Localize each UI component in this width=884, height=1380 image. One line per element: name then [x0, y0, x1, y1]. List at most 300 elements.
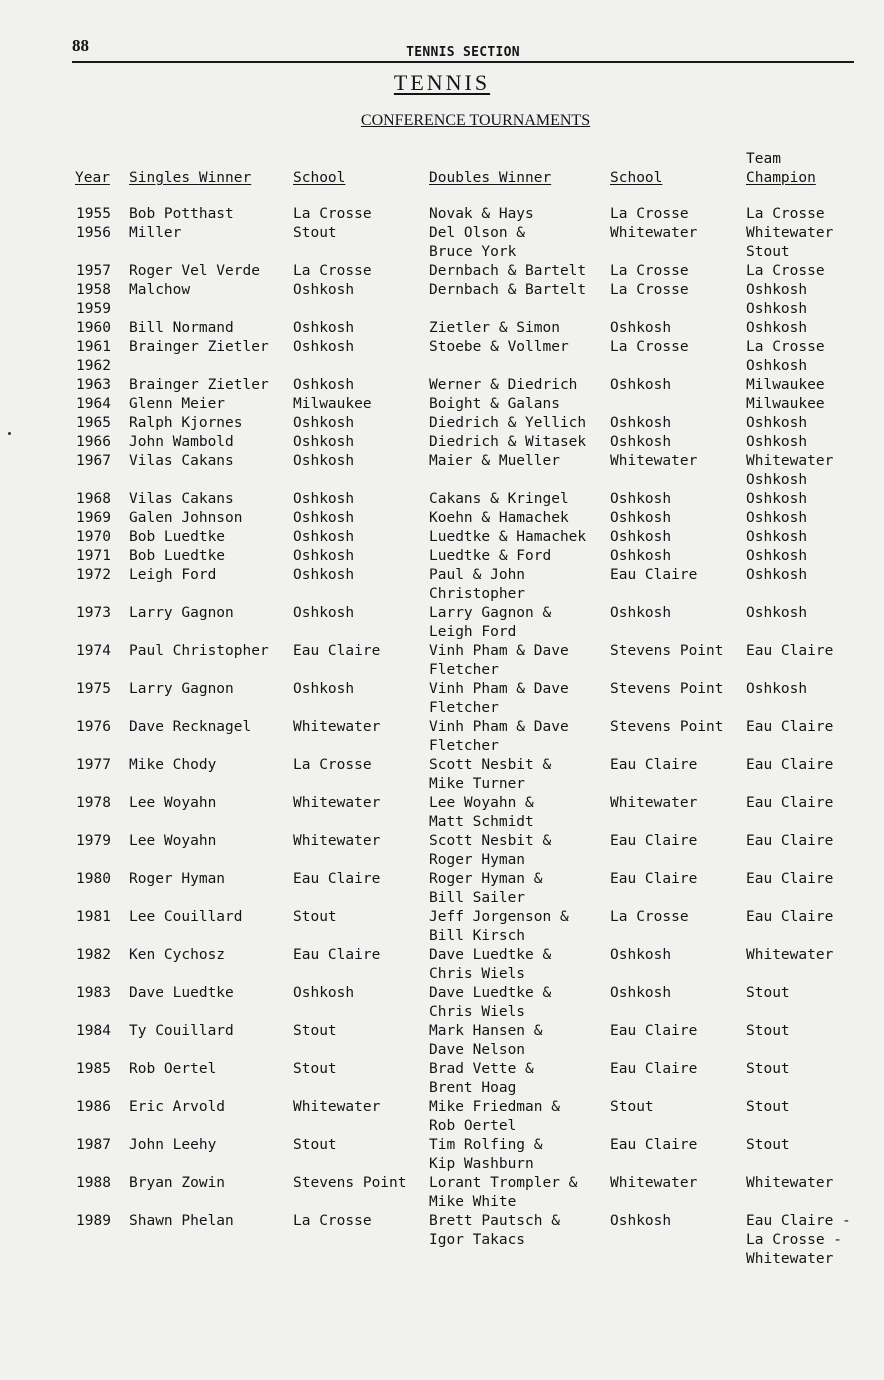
doubles-school-cell: Eau Claire [610, 1137, 698, 1153]
table-row [0, 1060, 884, 1098]
doubles-winner-cell [429, 756, 551, 794]
doubles-school-cell: Stevens Point [610, 681, 724, 697]
singles-school-cell: Stout [293, 1023, 337, 1039]
singles-winner-cell: Bob Luedtke [129, 529, 226, 545]
doubles-winner-cell [429, 566, 525, 604]
singles-winner-cell: Eric Arvold [129, 1099, 226, 1115]
doubles-winner-cell-line: Roger Hyman [429, 852, 526, 868]
doubles-winner-cell [429, 642, 569, 680]
team-champion-cell [746, 528, 807, 547]
singles-school-cell: Stout [293, 225, 337, 241]
singles-winner-cell: Dave Recknagel [129, 719, 252, 735]
doubles-winner-cell [429, 509, 569, 528]
table-row [0, 718, 884, 756]
team-champion-cell [746, 984, 790, 1003]
doubles-winner-cell-line: Luedtke & Ford [429, 548, 552, 564]
team-champion-cell [746, 224, 833, 262]
col-year: Year [75, 170, 110, 186]
doubles-winner-cell-line: Diedrich & Witasek [429, 434, 587, 450]
team-champion-cell-line: Stout [746, 1023, 790, 1039]
col-school: School [293, 170, 346, 186]
doubles-winner-cell [429, 490, 569, 509]
doubles-winner-cell [429, 338, 569, 357]
doubles-winner-cell-line: Bruce York [429, 244, 517, 260]
col-champion-line2: Champion [746, 170, 816, 186]
singles-school-cell: Oshkosh [293, 567, 355, 583]
doubles-winner-cell-line: Vinh Pham & Dave [429, 681, 569, 697]
year-cell: 1960 [76, 320, 111, 336]
singles-winner-cell: Paul Christopher [129, 643, 269, 659]
doubles-school-cell: Oshkosh [610, 491, 672, 507]
team-champion-cell-line: Stout [746, 1137, 790, 1153]
team-champion-cell [746, 1212, 851, 1269]
doubles-winner-cell [429, 1022, 543, 1060]
team-champion-cell [746, 908, 833, 927]
year-cell: 1966 [76, 434, 111, 450]
doubles-school-cell: Oshkosh [610, 605, 672, 621]
doubles-winner-cell-line: Stoebe & Vollmer [429, 339, 569, 355]
table-row [0, 300, 884, 319]
singles-school-cell: Oshkosh [293, 605, 355, 621]
doubles-winner-cell-line: Fletcher [429, 738, 499, 754]
singles-winner-cell: Bob Potthast [129, 206, 234, 222]
doubles-winner-cell-line: Vinh Pham & Dave [429, 719, 569, 735]
table-row [0, 395, 884, 414]
doubles-winner-cell [429, 319, 560, 338]
team-champion-cell-line: Whitewater [746, 1251, 834, 1267]
table-row [0, 414, 884, 433]
doubles-school-cell: Whitewater [610, 453, 698, 469]
singles-school-cell: Oshkosh [293, 510, 355, 526]
doubles-school-cell: Whitewater [610, 795, 698, 811]
singles-winner-cell: Larry Gagnon [129, 681, 234, 697]
doubles-school-cell: La Crosse [610, 282, 689, 298]
doubles-winner-cell [429, 870, 543, 908]
team-champion-cell-line: Stout [746, 1099, 790, 1115]
team-champion-cell [746, 642, 833, 661]
team-champion-cell [746, 338, 825, 357]
doubles-winner-cell-line: Zietler & Simon [429, 320, 560, 336]
team-champion-cell [746, 262, 825, 281]
table-row [0, 1022, 884, 1060]
singles-school-cell: Oshkosh [293, 282, 355, 298]
team-champion-cell [746, 794, 833, 813]
year-cell: 1985 [76, 1061, 111, 1077]
singles-school-cell: Oshkosh [293, 453, 355, 469]
doubles-school-cell: Oshkosh [610, 529, 672, 545]
doubles-school-cell: Stevens Point [610, 643, 724, 659]
col-singles: Singles Winner [129, 170, 252, 186]
table-row [0, 794, 884, 832]
doubles-winner-cell-line: Scott Nesbit & [429, 833, 552, 849]
doubles-winner-cell-line: Novak & Hays [429, 206, 534, 222]
doubles-winner-cell [429, 1060, 534, 1098]
singles-school-cell: Oshkosh [293, 985, 355, 1001]
singles-winner-cell: Ken Cychosz [129, 947, 226, 963]
doubles-winner-cell-line: Brent Hoag [429, 1080, 517, 1096]
singles-winner-cell: Malchow [129, 282, 191, 298]
team-champion-cell-line: Whitewater [746, 947, 834, 963]
doubles-winner-cell-line: Lee Woyahn & [429, 795, 534, 811]
doubles-winner-cell [429, 1174, 577, 1212]
doubles-winner-cell-line: Diedrich & Yellich [429, 415, 587, 431]
table-header [0, 150, 884, 190]
year-cell: 1963 [76, 377, 111, 393]
team-champion-cell-line: Stout [746, 244, 790, 260]
doubles-winner-cell [429, 376, 577, 395]
table-row [0, 319, 884, 338]
doubles-winner-cell-line: Matt Schmidt [429, 814, 534, 830]
doubles-winner-cell-line: Vinh Pham & Dave [429, 643, 569, 659]
team-champion-cell-line: Oshkosh [746, 548, 808, 564]
table-row [0, 1136, 884, 1174]
doubles-winner-cell-line: Luedtke & Hamachek [429, 529, 587, 545]
doubles-school-cell: Stevens Point [610, 719, 724, 735]
team-champion-cell-line: Whitewater [746, 1175, 834, 1191]
team-champion-cell [746, 604, 807, 623]
table-row [0, 680, 884, 718]
doubles-winner-cell [429, 794, 534, 832]
team-champion-cell [746, 281, 807, 300]
team-champion-cell-line: Stout [746, 985, 790, 1001]
doubles-school-cell: Oshkosh [610, 320, 672, 336]
doubles-winner-cell-line: Jeff Jorgenson & [429, 909, 569, 925]
doubles-school-cell: La Crosse [610, 909, 689, 925]
col-doubles-school: School [610, 170, 663, 186]
doubles-winner-cell [429, 205, 534, 224]
team-champion-cell-line: Milwaukee [746, 396, 825, 412]
table-row [0, 946, 884, 984]
team-champion-cell-line: Oshkosh [746, 605, 808, 621]
doubles-winner-cell [429, 946, 551, 984]
singles-winner-cell: Vilas Cakans [129, 491, 234, 507]
doubles-school-cell: Oshkosh [610, 985, 672, 1001]
team-champion-cell-line: Eau Claire [746, 909, 834, 925]
team-champion-cell [746, 414, 807, 433]
team-champion-cell-line: La Crosse [746, 263, 825, 279]
doubles-winner-cell-line: Larry Gagnon & [429, 605, 552, 621]
singles-school-cell: Oshkosh [293, 548, 355, 564]
doubles-winner-cell-line: Chris Wiels [429, 1004, 526, 1020]
year-cell: 1962 [76, 358, 111, 374]
page-subtitle [0, 112, 884, 130]
doubles-winner-cell-line: Dave Luedtke & [429, 947, 552, 963]
team-champion-cell [746, 1098, 790, 1117]
team-champion-cell-line: Whitewater [746, 453, 834, 469]
year-cell: 1974 [76, 643, 111, 659]
team-champion-cell-line: Eau Claire [746, 643, 834, 659]
doubles-school-cell: Eau Claire [610, 757, 698, 773]
section-title: TENNIS SECTION [406, 45, 520, 60]
page-title-text: TENNIS [393, 70, 491, 95]
doubles-winner-cell [429, 680, 569, 718]
team-champion-cell-line: Oshkosh [746, 491, 808, 507]
singles-winner-cell: Ralph Kjornes [129, 415, 243, 431]
year-cell: 1984 [76, 1023, 111, 1039]
team-champion-cell-line: Eau Claire [746, 871, 834, 887]
year-cell: 1973 [76, 605, 111, 621]
year-cell: 1959 [76, 301, 111, 317]
doubles-winner-cell-line: Roger Hyman & [429, 871, 543, 887]
singles-school-cell: Whitewater [293, 1099, 381, 1115]
team-champion-cell-line: Eau Claire [746, 757, 834, 773]
doubles-winner-cell [429, 1136, 543, 1174]
doubles-winner-cell-line: Brad Vette & [429, 1061, 534, 1077]
doubles-school-cell: Whitewater [610, 225, 698, 241]
singles-school-cell: Oshkosh [293, 491, 355, 507]
singles-winner-cell: Leigh Ford [129, 567, 217, 583]
singles-school-cell: Oshkosh [293, 320, 355, 336]
singles-school-cell: Eau Claire [293, 643, 381, 659]
doubles-school-cell: Eau Claire [610, 1061, 698, 1077]
year-cell: 1957 [76, 263, 111, 279]
doubles-winner-cell [429, 547, 551, 566]
doubles-school-cell: Stout [610, 1099, 654, 1115]
doubles-winner-cell-line: Fletcher [429, 700, 499, 716]
doubles-winner-cell-line: Chris Wiels [429, 966, 526, 982]
table-row [0, 452, 884, 490]
year-cell: 1964 [76, 396, 111, 412]
doubles-winner-cell-line: Brett Pautsch & [429, 1213, 560, 1229]
table-row [0, 281, 884, 300]
year-cell: 1988 [76, 1175, 111, 1191]
doubles-school-cell: Oshkosh [610, 377, 672, 393]
year-cell: 1971 [76, 548, 111, 564]
singles-winner-cell: Roger Hyman [129, 871, 226, 887]
doubles-winner-cell [429, 433, 586, 452]
page-header [72, 36, 854, 63]
col-champion-line1: Team [746, 151, 781, 167]
team-champion-cell-line: Eau Claire [746, 719, 834, 735]
singles-winner-cell: Galen Johnson [129, 510, 243, 526]
team-champion-cell-line: La Crosse - [746, 1232, 843, 1248]
year-cell: 1989 [76, 1213, 111, 1229]
table-row [0, 1174, 884, 1212]
doubles-winner-cell [429, 414, 586, 433]
singles-winner-cell: Rob Oertel [129, 1061, 217, 1077]
team-champion-cell [746, 509, 807, 528]
table-row [0, 433, 884, 452]
doubles-school-cell: Oshkosh [610, 434, 672, 450]
team-champion-cell-line: Stout [746, 1061, 790, 1077]
year-cell: 1956 [76, 225, 111, 241]
singles-winner-cell: Bill Normand [129, 320, 234, 336]
year-cell: 1978 [76, 795, 111, 811]
team-champion-cell [746, 490, 807, 509]
doubles-winner-cell [429, 984, 551, 1022]
team-champion-cell-line: Oshkosh [746, 510, 808, 526]
singles-school-cell: Oshkosh [293, 339, 355, 355]
table-row [0, 870, 884, 908]
doubles-school-cell: Oshkosh [610, 947, 672, 963]
team-champion-cell-line: Oshkosh [746, 567, 808, 583]
year-cell: 1968 [76, 491, 111, 507]
year-cell: 1970 [76, 529, 111, 545]
year-cell: 1967 [76, 453, 111, 469]
team-champion-cell [746, 680, 807, 699]
doubles-winner-cell-line: Lorant Trompler & [429, 1175, 578, 1191]
singles-school-cell: Milwaukee [293, 396, 372, 412]
table-row [0, 338, 884, 357]
doubles-winner-cell [429, 1212, 560, 1250]
team-champion-cell-line: Oshkosh [746, 681, 808, 697]
table-row [0, 509, 884, 528]
singles-winner-cell: John Leehy [129, 1137, 217, 1153]
doubles-school-cell: La Crosse [610, 206, 689, 222]
doubles-winner-cell-line: Rob Oertel [429, 1118, 517, 1134]
doubles-winner-cell-line: Kip Washburn [429, 1156, 534, 1172]
doubles-winner-cell-line: Mike Friedman & [429, 1099, 560, 1115]
table-row [0, 376, 884, 395]
doubles-winner-cell [429, 224, 525, 262]
doubles-winner-cell [429, 262, 586, 281]
doubles-winner-cell-line: Bill Sailer [429, 890, 526, 906]
team-champion-cell [746, 1174, 833, 1193]
year-cell: 1976 [76, 719, 111, 735]
singles-school-cell: Eau Claire [293, 871, 381, 887]
doubles-winner-cell-line: Tim Rolfing & [429, 1137, 543, 1153]
year-cell: 1972 [76, 567, 111, 583]
doubles-school-cell: Oshkosh [610, 548, 672, 564]
table-row [0, 205, 884, 224]
doubles-winner-cell-line: Boight & Galans [429, 396, 560, 412]
doubles-winner-cell-line: Dernbach & Bartelt [429, 263, 587, 279]
table-row [0, 1212, 884, 1269]
year-cell: 1961 [76, 339, 111, 355]
table-row [0, 756, 884, 794]
doubles-winner-cell-line: Scott Nesbit & [429, 757, 552, 773]
year-cell: 1969 [76, 510, 111, 526]
year-cell: 1983 [76, 985, 111, 1001]
year-cell: 1965 [76, 415, 111, 431]
team-champion-cell-line: Oshkosh [746, 415, 808, 431]
team-champion-cell [746, 1022, 790, 1041]
singles-winner-cell: Roger Vel Verde [129, 263, 260, 279]
singles-winner-cell: Larry Gagnon [129, 605, 234, 621]
doubles-winner-cell-line: Igor Takacs [429, 1232, 526, 1248]
doubles-school-cell: Eau Claire [610, 833, 698, 849]
team-champion-cell-line: Whitewater [746, 225, 834, 241]
singles-winner-cell: Vilas Cakans [129, 453, 234, 469]
singles-winner-cell: Shawn Phelan [129, 1213, 234, 1229]
doubles-winner-cell-line: Koehn & Hamachek [429, 510, 569, 526]
doubles-winner-cell-line: Dave Nelson [429, 1042, 526, 1058]
doubles-school-cell: Eau Claire [610, 1023, 698, 1039]
singles-school-cell: Oshkosh [293, 377, 355, 393]
team-champion-cell [746, 566, 807, 585]
table-row [0, 528, 884, 547]
doubles-winner-cell [429, 281, 586, 300]
team-champion-cell-line: Oshkosh [746, 320, 808, 336]
team-champion-cell-line: Eau Claire [746, 795, 834, 811]
year-cell: 1986 [76, 1099, 111, 1115]
team-champion-cell-line: Oshkosh [746, 529, 808, 545]
doubles-winner-cell-line: Mike White [429, 1194, 517, 1210]
table-row [0, 566, 884, 604]
year-cell: 1955 [76, 206, 111, 222]
singles-winner-cell: Glenn Meier [129, 396, 226, 412]
doubles-winner-cell [429, 718, 569, 756]
doubles-winner-cell [429, 1098, 560, 1136]
team-champion-cell [746, 718, 833, 737]
team-champion-cell [746, 300, 807, 319]
singles-winner-cell: Bob Luedtke [129, 548, 226, 564]
doubles-winner-cell [429, 832, 551, 870]
table-row [0, 262, 884, 281]
team-champion-cell [746, 1060, 790, 1079]
team-champion-cell-line: La Crosse [746, 339, 825, 355]
table-row [0, 1098, 884, 1136]
singles-school-cell: Oshkosh [293, 434, 355, 450]
doubles-winner-cell-line: Mike Turner [429, 776, 526, 792]
singles-school-cell: Stout [293, 1061, 337, 1077]
team-champion-cell [746, 946, 833, 965]
doubles-school-cell: Eau Claire [610, 567, 698, 583]
doubles-winner-cell-line: Leigh Ford [429, 624, 517, 640]
team-champion-cell-line: Oshkosh [746, 472, 808, 488]
singles-school-cell: Oshkosh [293, 415, 355, 431]
singles-school-cell: Whitewater [293, 719, 381, 735]
table-row [0, 832, 884, 870]
table-row [0, 224, 884, 262]
team-champion-cell [746, 832, 833, 851]
table-row [0, 490, 884, 509]
doubles-winner-cell [429, 395, 560, 414]
doubles-school-cell: La Crosse [610, 263, 689, 279]
page-title [0, 70, 884, 96]
singles-school-cell: La Crosse [293, 206, 372, 222]
singles-school-cell: Whitewater [293, 833, 381, 849]
singles-school-cell: Whitewater [293, 795, 381, 811]
doubles-winner-cell [429, 604, 551, 642]
team-champion-cell [746, 452, 833, 490]
singles-school-cell: Stevens Point [293, 1175, 407, 1191]
singles-winner-cell: Dave Luedtke [129, 985, 234, 1001]
table-row [0, 357, 884, 376]
team-champion-cell-line: La Crosse [746, 206, 825, 222]
singles-winner-cell: Lee Woyahn [129, 833, 217, 849]
team-champion-cell-line: Oshkosh [746, 301, 808, 317]
team-champion-cell [746, 756, 833, 775]
doubles-winner-cell-line: Bill Kirsch [429, 928, 526, 944]
doubles-winner-cell-line: Fletcher [429, 662, 499, 678]
doubles-winner-cell-line: Mark Hansen & [429, 1023, 543, 1039]
singles-winner-cell: Bryan Zowin [129, 1175, 226, 1191]
singles-winner-cell: Brainger Zietler [129, 377, 269, 393]
year-cell: 1979 [76, 833, 111, 849]
results-table [0, 205, 884, 1269]
singles-school-cell: Oshkosh [293, 529, 355, 545]
singles-school-cell: La Crosse [293, 1213, 372, 1229]
doubles-winner-cell [429, 908, 569, 946]
doubles-winner-cell [429, 452, 560, 471]
doubles-winner-cell-line: Paul & John [429, 567, 526, 583]
table-row [0, 908, 884, 946]
singles-school-cell: La Crosse [293, 757, 372, 773]
doubles-school-cell: Eau Claire [610, 871, 698, 887]
team-champion-cell-line: Oshkosh [746, 358, 808, 374]
singles-winner-cell: Ty Couillard [129, 1023, 234, 1039]
team-champion-cell-line: Eau Claire [746, 833, 834, 849]
singles-school-cell: La Crosse [293, 263, 372, 279]
doubles-winner-cell-line: Cakans & Kringel [429, 491, 569, 507]
doubles-winner-cell-line: Maier & Mueller [429, 453, 560, 469]
team-champion-cell-line: Eau Claire - [746, 1213, 851, 1229]
team-champion-cell [746, 319, 807, 338]
team-champion-cell [746, 395, 825, 414]
team-champion-cell [746, 1136, 790, 1155]
team-champion-cell-line: Milwaukee [746, 377, 825, 393]
